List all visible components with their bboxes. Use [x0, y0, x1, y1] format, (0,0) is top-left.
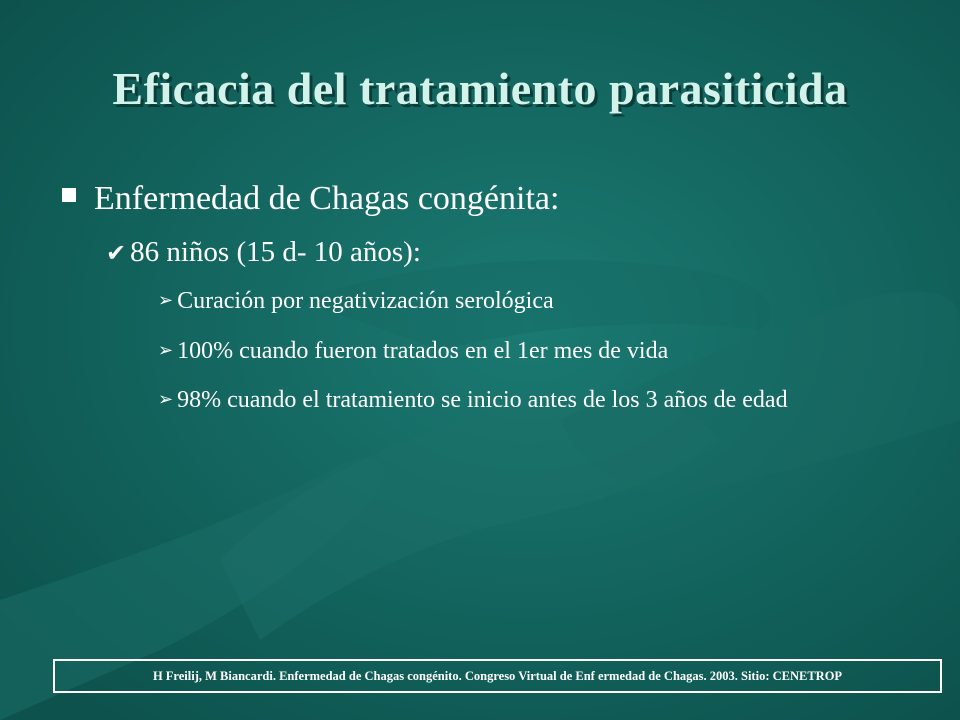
bullet-level3-item — [158, 338, 668, 365]
bullet-level1 — [62, 180, 559, 218]
bullet-level3-item — [158, 288, 554, 315]
slide-title: Eficacia del tratamiento parasiticida — [112, 63, 848, 114]
citation-footer: H Freilij, M Biancardi. Enfermedad de Chagas congénito. Congreso Virtual de Enf ermedad de Chagas. 2003. Sitio: CENETROP — [53, 659, 942, 693]
checkmark-icon: ✔ — [106, 239, 127, 267]
bullet-level3-item — [158, 384, 888, 418]
square-bullet-icon — [62, 188, 76, 202]
arrow-bullet-icon: ➢ — [158, 290, 174, 311]
bullet-level3-text: 100% cuando fueron tratados en el 1er mes de vida — [177, 338, 669, 364]
bullet-level3-text: Curación por negativización serológica — [177, 288, 554, 314]
arrow-bullet-icon: ➢ — [158, 389, 174, 410]
bullet-level3-text: 98% cuando el tratamiento se inicio antes de los 3 años de edad — [177, 387, 788, 413]
arrow-bullet-icon: ➢ — [158, 340, 174, 361]
bullet-level2 — [106, 236, 421, 269]
bullet-level2-text: 86 niños (15 d- 10 años): — [130, 236, 421, 268]
bullet-level1-text: Enfermedad de Chagas congénita: — [94, 180, 560, 217]
